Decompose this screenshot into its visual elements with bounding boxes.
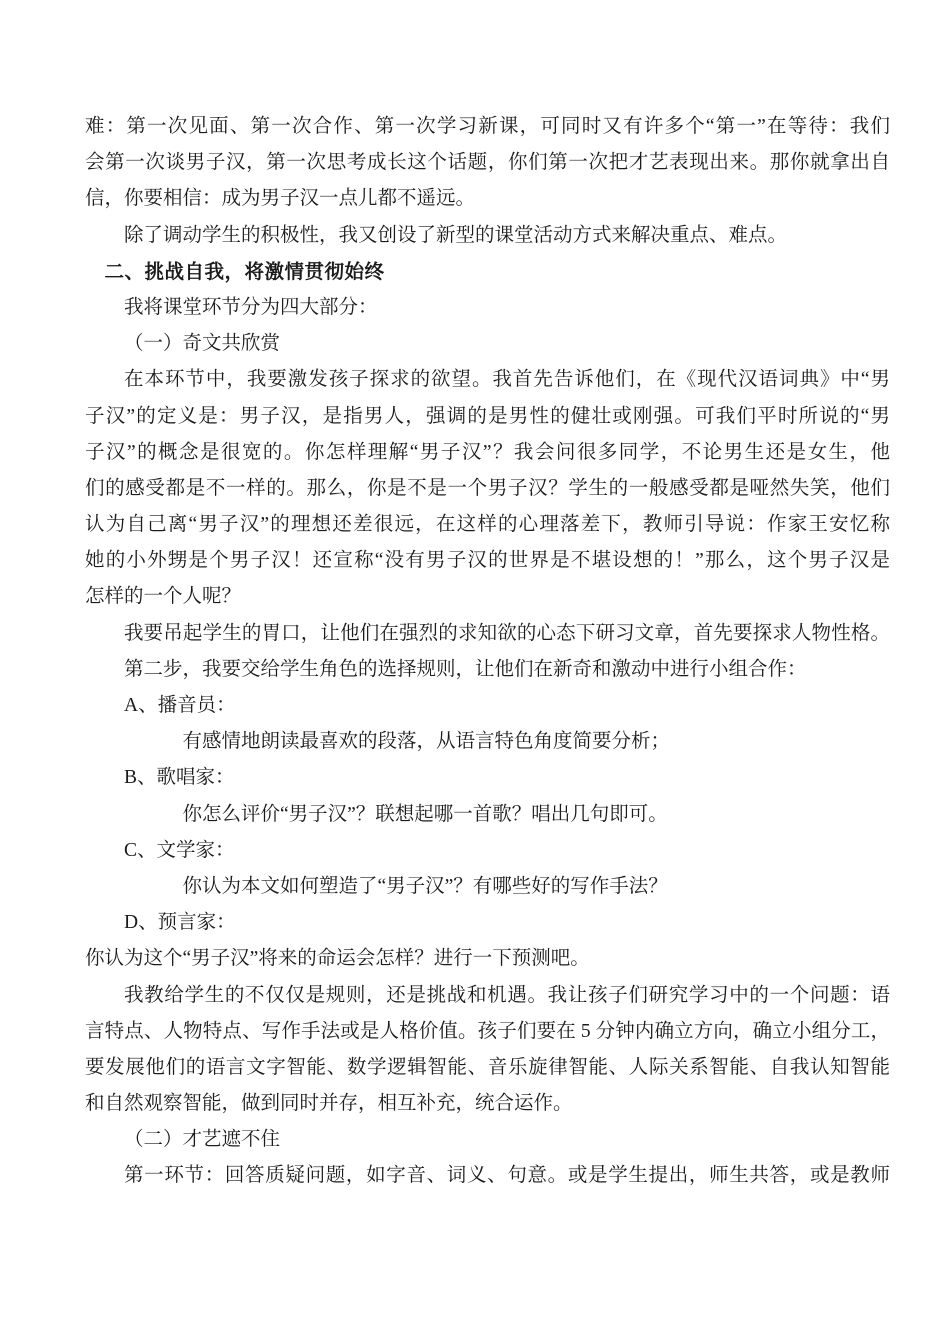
text-line: 第一环节：回答质疑问题，如字音、词义、句意。或是学生提出，师生共答，或是教师 xyxy=(124,1165,890,1187)
section-heading: 二、挑战自我，将激情贯彻始终 xyxy=(104,260,385,283)
document-text xyxy=(85,109,890,1195)
text-line: 和自然观察智能，做到同时并存，相互补充，统合运作。 xyxy=(85,1093,573,1115)
text-line: 认为自己离“男子汉”的理想还差很远，在这样的心理落差下，教师引导说：作家王安忆称 xyxy=(85,514,890,536)
text-line: 要发展他们的语言文字智能、数学逻辑智能、音乐旋律智能、人际关系智能、自我认知智能 xyxy=(85,1056,890,1078)
text-line: 怎样的一个人呢？ xyxy=(85,586,242,608)
text-line: 我将课堂环节分为四大部分： xyxy=(124,296,378,318)
text-line: 除了调动学生的积极性，我又创设了新型的课堂活动方式来解决重点、难点。 xyxy=(124,224,788,246)
text-line: 子汉”的定义是：男子汉，是指男人，强调的是男性的健壮或刚强。可我们平时所说的“男 xyxy=(85,405,890,427)
text-line: 第二步，我要交给学生角色的选择规则，让他们在新奇和激动中进行小组合作： xyxy=(124,658,807,680)
text-line: （一）奇文共欣赏 xyxy=(124,333,281,355)
text-line: D、预言家： xyxy=(124,912,236,934)
text-line: 们的感受都是不一样的。那么，你是不是一个男子汉？学生的一般感受都是哑然失笑，他们 xyxy=(85,477,890,499)
text-line: （二）才艺遮不住 xyxy=(124,1129,281,1151)
text-line: 难：第一次见面、第一次合作、第一次学习新课，可同时又有许多个“第一”在等待：我们 xyxy=(85,116,890,137)
text-line: 言特点、人物特点、写作手法或是人格价值。孩子们要在 5 分钟内确立方向，确立小组分工， xyxy=(85,1020,890,1042)
text-line: 有感情地朗读最喜欢的段落，从语言特色角度简要分析； xyxy=(182,731,671,753)
text-line: 你怎么评价“男子汉”？联想起哪一首歌？唱出几句即可。 xyxy=(182,803,668,825)
text-line: 子汉”的概念是很宽的。你怎样理解“男子汉”？我会问很多同学，不论男生还是女生，他 xyxy=(85,441,890,463)
text-line: 在本环节中，我要激发孩子探求的欲望。我首先告诉他们，在《现代汉语词典》中“男 xyxy=(124,369,890,391)
text-line: 我教给学生的不仅仅是规则，还是挑战和机遇。我让孩子们研究学习中的一个问题：语 xyxy=(124,984,890,1006)
text-line: 你认为这个“男子汉”将来的命运会怎样？进行一下预测吧。 xyxy=(85,948,590,970)
text-line: 她的小外甥是个男子汉！还宣称“没有男子汉的世界是不堪设想的！”那么，这个男子汉是 xyxy=(85,550,890,572)
text-line: C、文学家： xyxy=(124,839,235,861)
text-line: A、播音员： xyxy=(124,695,236,716)
text-line: 会第一次谈男子汉，第一次思考成长这个话题，你们第一次把才艺表现出来。那你就拿出自 xyxy=(85,152,890,174)
text-line: B、歌唱家： xyxy=(124,767,235,789)
text-line: 信，你要相信：成为男子汉一点儿都不遥远。 xyxy=(85,188,476,210)
text-line: 你认为本文如何塑造了“男子汉”？有哪些好的写作手法？ xyxy=(182,875,668,897)
text-line: 我要吊起学生的胃口，让他们在强烈的求知欲的心态下研习文章，首先要探求人物性格。 xyxy=(124,622,890,644)
